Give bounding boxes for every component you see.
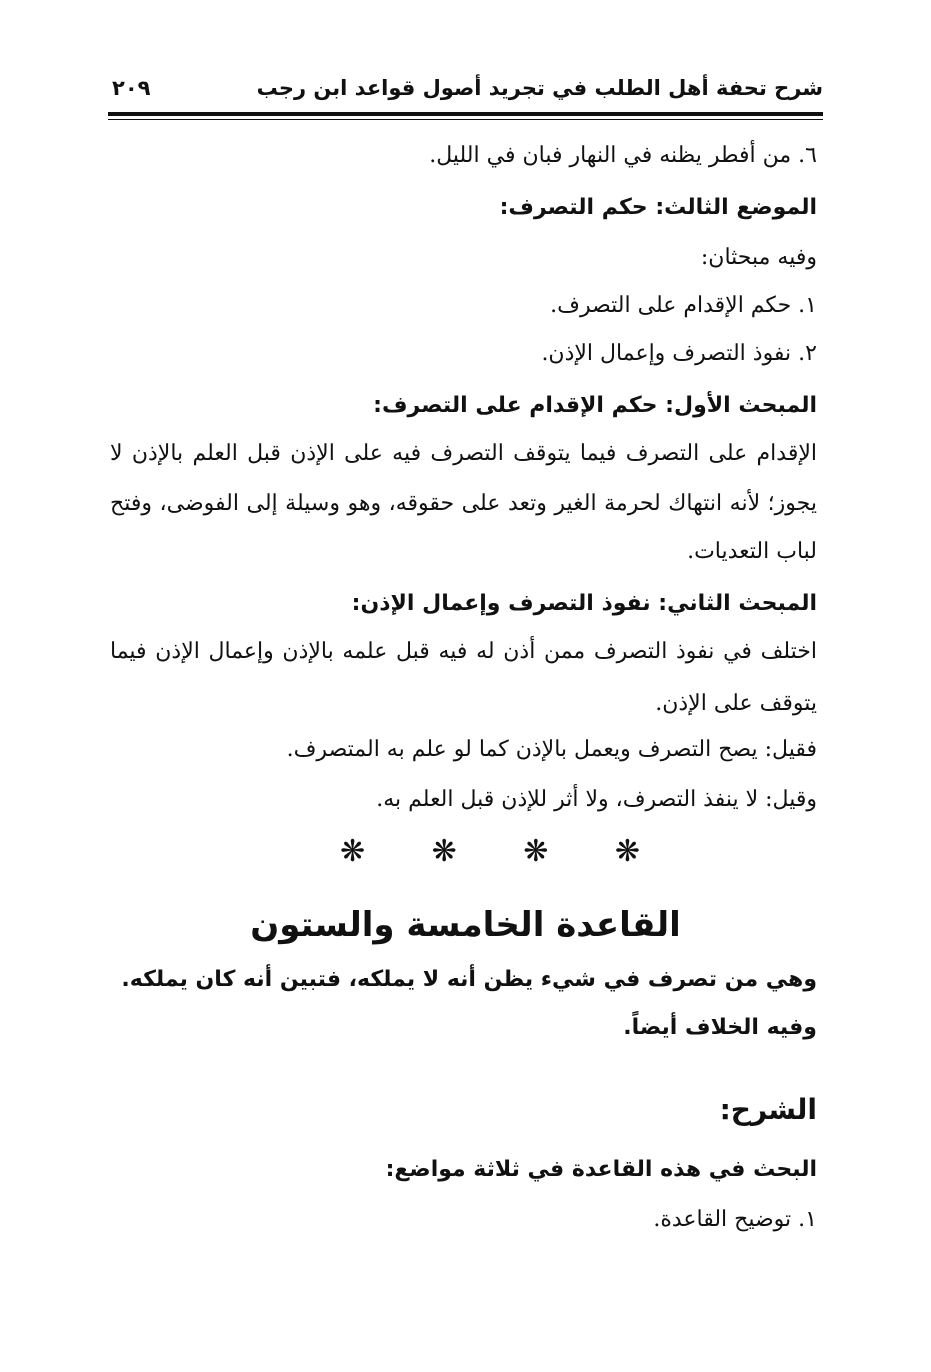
page-number: ٢٠٩ [112, 76, 151, 100]
mabhathan-intro: وفيه مبحثان: [700, 245, 817, 270]
mabhath1-line-1: الإقدام على التصرف فيما يتوقف التصرف فيه على الإذن قبل العلم بالإذن لا [110, 441, 817, 466]
running-title: شرح تحفة أهل الطلب في تجريد أصول قواعد ابن رجب [256, 76, 823, 100]
rule-text-line-1: وهي من تصرف في شيء يظن أنه لا يملكه، فتبين أنه كان يملكه. [121, 967, 817, 992]
discussion-heading: البحث في هذه القاعدة في ثلاثة مواضع: [385, 1157, 817, 1182]
separator-star: ❋ [523, 834, 549, 869]
mabhath-list-item-1: ١. حكم الإقدام على التصرف. [550, 293, 817, 318]
separator-star: ❋ [614, 834, 640, 869]
page-header [108, 72, 823, 108]
mabhath1-heading: المبحث الأول: حكم الإقدام على التصرف: [373, 393, 817, 418]
mabhath1-line-3: لباب التعديات. [687, 539, 817, 564]
header-rule-thin [108, 119, 823, 120]
opinion-2: وقيل: لا ينفذ التصرف، ولا أثر للإذن قبل العلم به. [376, 787, 817, 812]
mabhath-list-item-2: ٢. نفوذ التصرف وإعمال الإذن. [541, 341, 817, 366]
section-separator [340, 832, 640, 872]
opinion-1: فقيل: يصح التصرف ويعمل بالإذن كما لو علم به المتصرف. [286, 737, 817, 762]
rule-title: القاعدة الخامسة والستون [250, 905, 681, 945]
mabhath2-line-1: اختلف في نفوذ التصرف ممن أذن له فيه قبل علمه بالإذن وإعمال الإذن فيما [110, 639, 817, 664]
rule-text-line-2: وفيه الخلاف أيضاً. [623, 1015, 817, 1040]
mabhath2-heading: المبحث الثاني: نفوذ التصرف وإعمال الإذن: [351, 591, 817, 616]
section3-heading: الموضع الثالث: حكم التصرف: [499, 195, 817, 220]
sharh-heading: الشرح: [719, 1093, 817, 1126]
discussion-item-1: ١. توضيح القاعدة. [653, 1207, 817, 1232]
separator-star: ❋ [340, 834, 366, 869]
list-item-6: ٦. من أفطر يظنه في النهار فبان في الليل. [429, 143, 817, 168]
mabhath1-line-2: يجوز؛ لأنه انتهاك لحرمة الغير وتعد على حقوقه، وهو وسيلة إلى الفوضى، وفتح [110, 491, 817, 516]
separator-star: ❋ [431, 834, 457, 869]
header-rule-thick [108, 112, 823, 116]
mabhath2-line-2: يتوقف على الإذن. [655, 691, 817, 716]
